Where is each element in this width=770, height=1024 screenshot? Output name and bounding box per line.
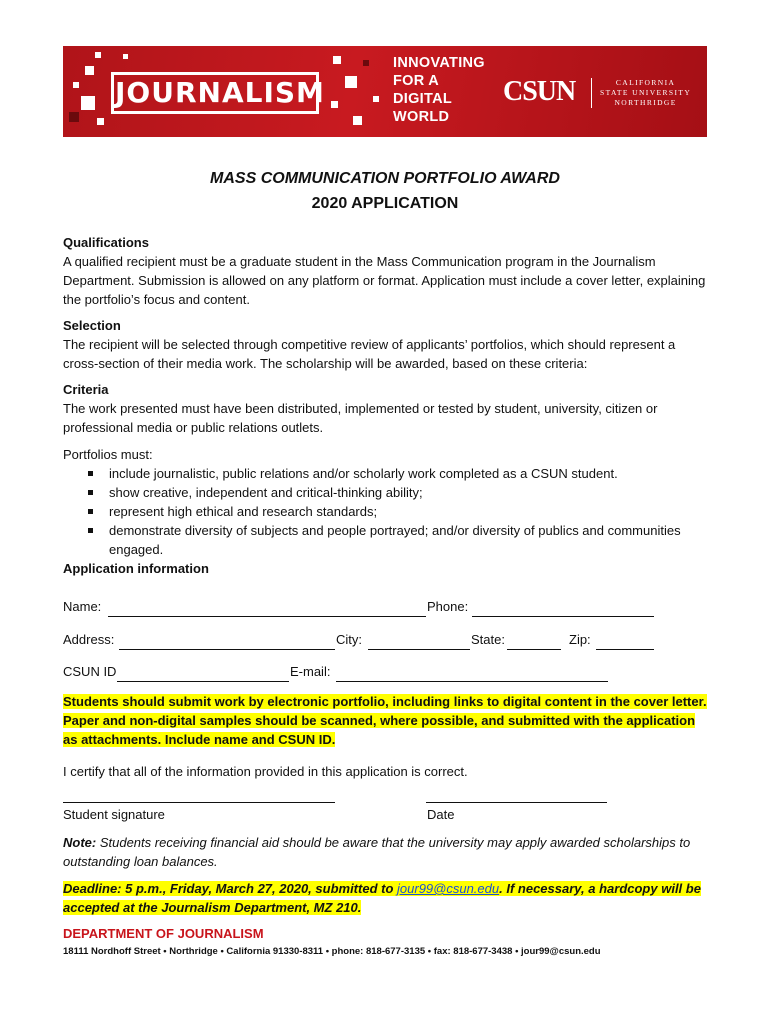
list-item: represent high ethical and research standards; — [63, 502, 713, 521]
university-line: CALIFORNIA — [615, 78, 676, 87]
decor-shard — [69, 112, 79, 122]
signature-label: Student signature — [63, 807, 165, 822]
decor-shard — [81, 96, 95, 110]
csun-id-label: CSUN ID — [63, 664, 117, 679]
city-field[interactable] — [368, 630, 470, 650]
list-intro: Portfolios must: — [63, 447, 153, 462]
city-label: City: — [336, 632, 362, 647]
financial-aid-note — [63, 833, 713, 871]
section-heading: Qualifications — [63, 235, 149, 250]
name-field[interactable] — [108, 597, 426, 617]
deadline-after: . If necessary, a hardcopy will be accepted at the Journalism Department, MZ 210. — [63, 881, 701, 915]
section-heading: Criteria — [63, 382, 109, 397]
note-label: Note: — [63, 835, 97, 850]
highlighted-text: Students should submit work by electronic portfolio, including links to digital content in the cover letter. Paper and non-digital samples should be scanned, where possible, and submitted with the application as attachments. Include name and CSUN ID. — [63, 694, 707, 747]
list-item: show creative, independent and critical-thinking ability; — [63, 483, 713, 502]
decor-shard — [331, 101, 338, 108]
tagline-line: INNOVATING — [393, 55, 485, 71]
note-text: Students receiving financial aid should be aware that the university may apply awarded scholarships to outstanding loan balances. — [63, 835, 691, 869]
page-title: MASS COMMUNICATION PORTFOLIO AWARD — [210, 170, 560, 187]
address-label: Address: — [63, 632, 115, 647]
decor-shard — [353, 116, 362, 125]
page-subtitle: 2020 APPLICATION — [311, 195, 459, 212]
tagline-line: FOR A — [393, 73, 440, 89]
email-link[interactable]: jour99@csun.edu — [397, 881, 500, 896]
csun-id-field[interactable] — [117, 662, 289, 682]
deadline-notice — [63, 879, 713, 917]
state-field[interactable] — [507, 630, 561, 650]
list-item: include journalistic, public relations and/or scholarly work completed as a CSUN student. — [63, 464, 713, 483]
department-name: DEPARTMENT OF JOURNALISM — [63, 926, 264, 941]
portfolio-requirements — [63, 445, 713, 578]
address-field[interactable] — [119, 630, 335, 650]
logo-divider — [591, 78, 592, 108]
date-label: Date — [427, 807, 455, 822]
section-heading: Selection — [63, 318, 121, 333]
tagline-line: WORLD — [393, 109, 450, 125]
university-name — [600, 78, 691, 108]
decor-shard — [123, 54, 128, 59]
phone-label: Phone: — [427, 599, 469, 614]
certification-statement: I certify that all of the information provided in this application is correct. — [63, 764, 468, 779]
deadline-before: Deadline: 5 p.m., Friday, March 27, 2020, submitted to — [63, 881, 398, 896]
qualifications-section — [63, 233, 713, 309]
zip-field[interactable] — [596, 630, 654, 650]
decor-shard — [85, 66, 94, 75]
decor-shard — [73, 82, 79, 88]
university-line: NORTHRIDGE — [614, 98, 677, 107]
email-label: E-mail: — [290, 664, 331, 679]
section-text: A qualified recipient must be a graduate student in the Mass Communication program in the Journalism Department. Submission is allowed on any platform or format. Application must include a cover letter, explaining the portfolio’s focus and content. — [63, 254, 706, 307]
deadline-text — [63, 881, 701, 915]
university-line: STATE UNIVERSITY — [600, 88, 692, 97]
contact-footer: 18111 Nordhoff Street • Northridge • California 91330-8311 • phone: 818-677-3135 • fax: 818-677-3438 • jour99@csun.edu — [63, 946, 601, 957]
requirements-list — [63, 464, 713, 559]
header-banner — [63, 46, 707, 137]
signature-line[interactable] — [63, 802, 335, 803]
selection-section — [63, 316, 713, 373]
decor-shard — [345, 76, 357, 88]
state-label: State: — [471, 632, 505, 647]
tagline-line: DIGITAL — [393, 91, 453, 107]
journalism-logo: JOURNALISM — [115, 76, 325, 109]
decor-shard — [363, 60, 369, 66]
name-label: Name: — [63, 599, 102, 614]
criteria-section — [63, 380, 713, 437]
phone-field[interactable] — [472, 597, 654, 617]
application-heading: Application information — [63, 561, 209, 576]
zip-label: Zip: — [569, 632, 591, 647]
csun-logo: CSUN — [503, 76, 576, 107]
email-field[interactable] — [336, 662, 608, 682]
section-text: The work presented must have been distributed, implemented or tested by student, university, citizen or professional media or public relations outlets. — [63, 401, 658, 435]
section-text: The recipient will be selected through competitive review of applicants’ portfolios, which should represent a cross-section of their media work. The scholarship will be awarded, based on these criteria: — [63, 337, 676, 371]
decor-shard — [373, 96, 379, 102]
submission-notice — [63, 692, 713, 749]
list-item: demonstrate diversity of subjects and people portrayed; and/or diversity of publics and communities engaged. — [63, 521, 713, 559]
decor-shard — [95, 52, 101, 58]
banner-tagline — [393, 54, 485, 126]
decor-shard — [97, 118, 104, 125]
date-line[interactable] — [426, 802, 607, 803]
decor-shard — [333, 56, 341, 64]
